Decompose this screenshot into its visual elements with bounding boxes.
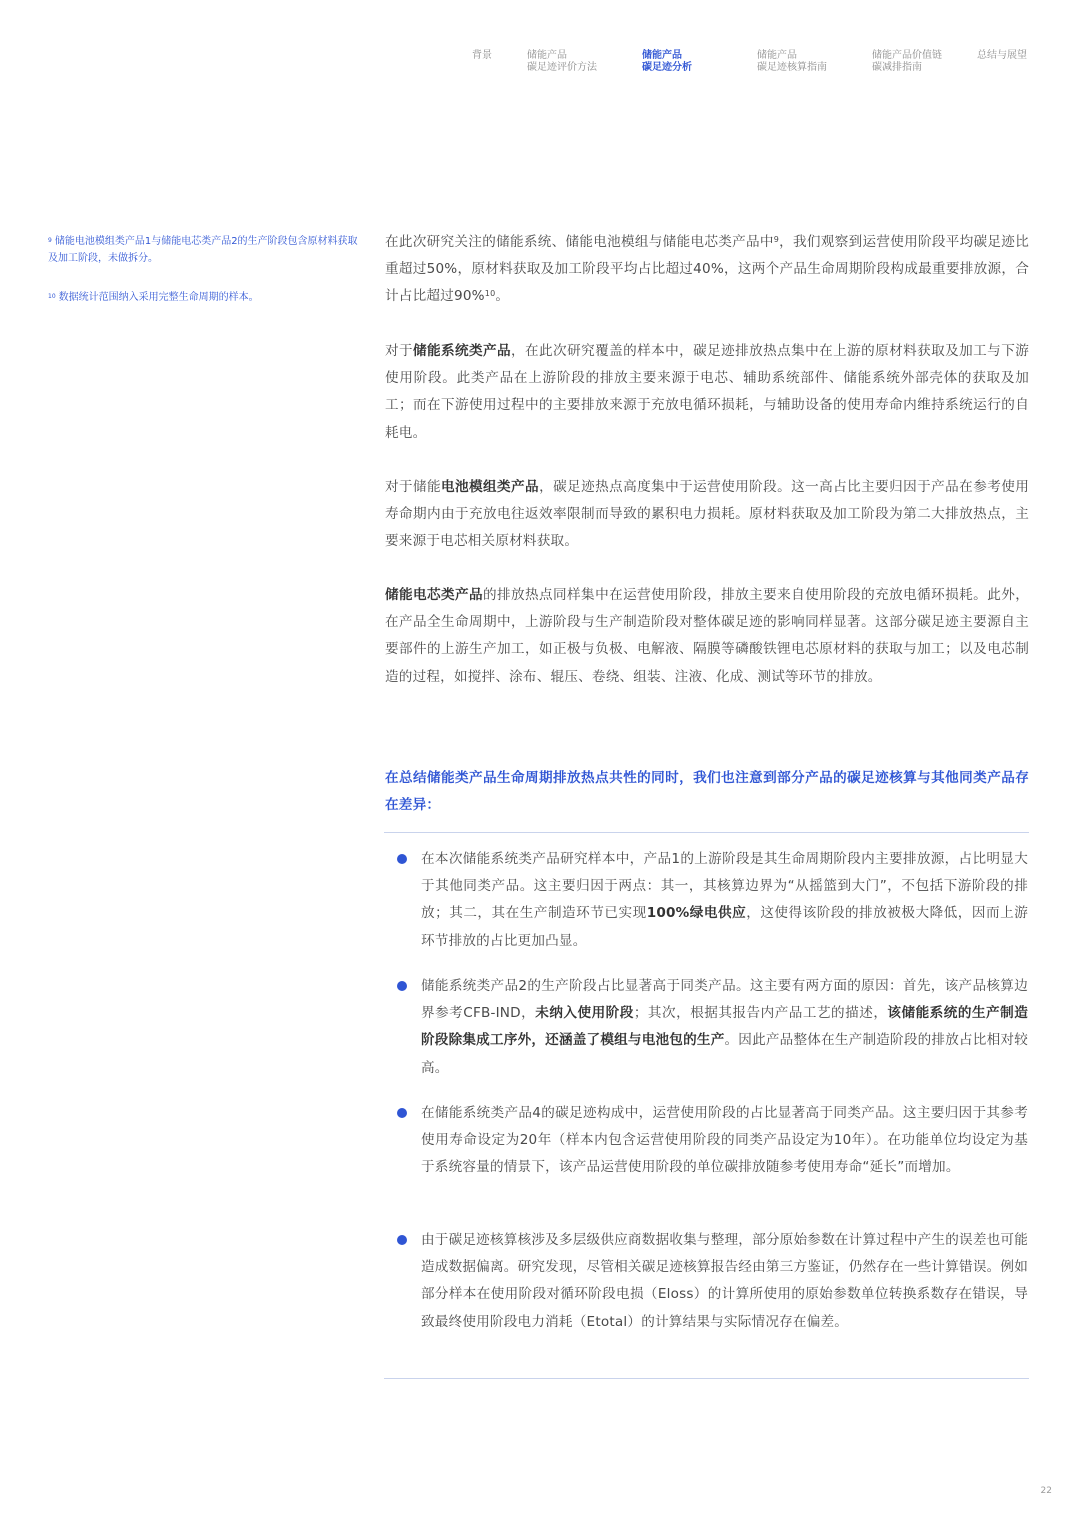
divider-top	[384, 832, 1029, 833]
nav-item-line1: 总结与展望	[977, 50, 1027, 61]
nav-item-line1: 储能产品	[642, 50, 682, 61]
footnote-text: 储能电池模组类产品1与储能电芯类产品2的生产阶段包含原材料获取及加工阶段，未做拆分。	[48, 236, 358, 264]
text: 对于储能	[385, 479, 442, 495]
nav-item-line1: 储能产品	[757, 50, 797, 61]
text: 在本次储能系统类产品研究样本中，产品1的上游阶段是其生命周期阶段内主要排放源，占比明显大于其他同类产品。这主要归因于两点：其一，其核算边界为“从摇篮到大门”，不包括下游阶段的排放；其二，其在生产制造环节已实现	[421, 851, 1028, 922]
paragraph-battery-module	[385, 474, 1029, 556]
bullet-item-3	[421, 1100, 1028, 1182]
text: 。因此产品整体在生产制造阶段的排放占比相对较高。	[421, 1032, 1028, 1076]
nav-item-evaluation-method[interactable]	[527, 50, 597, 74]
text: 的排放热点同样集中在运营使用阶段，排放主要来自使用阶段的充放电循环损耗。此外，在产品全生命周期中，上游阶段与生产制造阶段对整体碳足迹的影响同样显著。这部分碳足迹主要源自主要部件的上游生产加工，如正极与负极、电解液、隔膜等磷酸铁锂电芯原材料的获取与加工；以及电芯制造的过程，如搅拌、涂布、辊压、卷绕、组装、注液、化成、测试等环节的排放。	[385, 587, 1029, 685]
page-number: 22	[1040, 1486, 1052, 1496]
bullet-dot-icon	[397, 1108, 407, 1118]
footnote-9	[48, 233, 366, 267]
nav-item-line2: 碳足迹分析	[642, 62, 692, 73]
text: 对于	[385, 343, 414, 359]
bullet-item-1	[421, 846, 1028, 955]
nav-item-line2: 碳足迹核算指南	[757, 62, 827, 73]
bullet-dot-icon	[397, 1235, 407, 1245]
nav-item-background[interactable]	[472, 50, 492, 62]
nav-item-line2: 碳足迹评价方法	[527, 62, 597, 73]
emphasis: 储能系统类产品	[413, 343, 512, 359]
nav-item-line1: 背景	[472, 50, 492, 61]
nav-item-reduction-guide[interactable]	[872, 50, 942, 74]
footnote-ref[interactable]: 9	[773, 235, 780, 244]
bullet-dot-icon	[397, 854, 407, 864]
text: ，在此次研究覆盖的样本中，碳足迹排放热点集中在上游的原材料获取及加工与下游使用阶段。此类产品在上游阶段的排放主要来源于电芯、辅助系统部件、储能系统外部壳体的获取及加工；而在下游使用过程中的主要排放来源于充放电循环损耗，与辅助设备的使用寿命内维持系统运行的自耗电。	[385, 343, 1029, 441]
bullet-dot-icon	[397, 981, 407, 991]
emphasis: 储能电芯类产品	[385, 587, 484, 603]
nav-item-footprint-analysis[interactable]	[642, 50, 692, 74]
emphasis: 该储能系统的生产制造阶段除集成工序外，还涵盖了模组与电池包的生产	[421, 1005, 1028, 1049]
nav-item-line2: 碳减排指南	[872, 62, 922, 73]
paragraph-battery-cell	[385, 582, 1029, 691]
text: ，我们观察到运营使用阶段平均碳足迹比重超过50%，原材料获取及加工阶段平均占比超过40%，这两个产品生命周期阶段构成最重要排放源，合计占比超过90%	[385, 234, 1029, 305]
footnote-10	[48, 289, 366, 306]
footnote-text: 数据统计范围纳入采用完整生命周期的样本。	[58, 292, 259, 303]
nav-item-line1: 储能产品价值链	[872, 50, 942, 61]
footnote-number: 10	[48, 293, 56, 300]
paragraph-overview	[385, 229, 1029, 311]
text: 由于碳足迹核算核涉及多层级供应商数据收集与整理，部分原始参数在计算过程中产生的误差也可能造成数据偏离。研究发现，尽管相关碳足迹核算报告经由第三方鉴证，仍然存在一些计算错误。例如部分样本在使用阶段对循环阶段电损（Eloss）的计算所使用的原始参数单位转换系数存在错误，导致最终使用阶段电力消耗（Etotal）的计算结果与实际情况存在偏差。	[421, 1232, 1028, 1330]
text: ；其次，根据其报告内产品工艺的描述，	[633, 1005, 888, 1022]
text: 储能系统类产品2的生产阶段占比显著高于同类产品。这主要有两方面的原因：首先，该产品核算边界参考CFB-IND，	[421, 978, 1028, 1022]
text: ，这使得该阶段的排放被极大降低，因而上游环节排放的占比更加凸显。	[421, 905, 1029, 949]
text: ，碳足迹热点高度集中于运营使用阶段。这一高占比主要归因于产品在参考使用寿命期内由于充放电往返效率限制而导致的累积电力损耗。原材料获取及加工阶段为第二大排放热点，主要来源于电芯相关原材料获取。	[385, 479, 1029, 550]
text: 在储能系统类产品4的碳足迹构成中，运营使用阶段的占比显著高于同类产品。这主要归因于其参考使用寿命设定为20年（样本内包含运营使用阶段的同类产品设定为10年）。在功能单位均设定为基于系统容量的情景下，该产品运营使用阶段的单位碳排放随参考使用寿命“延长”而增加。	[421, 1105, 1028, 1176]
bullet-item-4	[421, 1227, 1028, 1336]
nav-item-accounting-guide[interactable]	[757, 50, 827, 74]
text: 。	[495, 288, 510, 305]
emphasis: 电池模组类产品	[441, 479, 540, 495]
emphasis: 100%绿电供应	[646, 905, 747, 922]
footnote-ref[interactable]: 10	[484, 289, 496, 299]
bullet-item-2	[421, 973, 1028, 1082]
highlight-statement: 在总结储能类产品生命周期排放热点共性的同时，我们也注意到部分产品的碳足迹核算与其他同类产品存在差异：	[385, 770, 1029, 814]
divider-bottom	[384, 1378, 1029, 1379]
paragraph-storage-system	[385, 338, 1029, 447]
text: 在此次研究关注的储能系统、储能电池模组与储能电芯类产品中	[385, 234, 774, 250]
nav-item-summary[interactable]	[977, 50, 1027, 62]
emphasis: 未纳入使用阶段	[535, 1005, 634, 1022]
nav-item-line1: 储能产品	[527, 50, 567, 61]
footnote-number: 9	[48, 237, 52, 244]
